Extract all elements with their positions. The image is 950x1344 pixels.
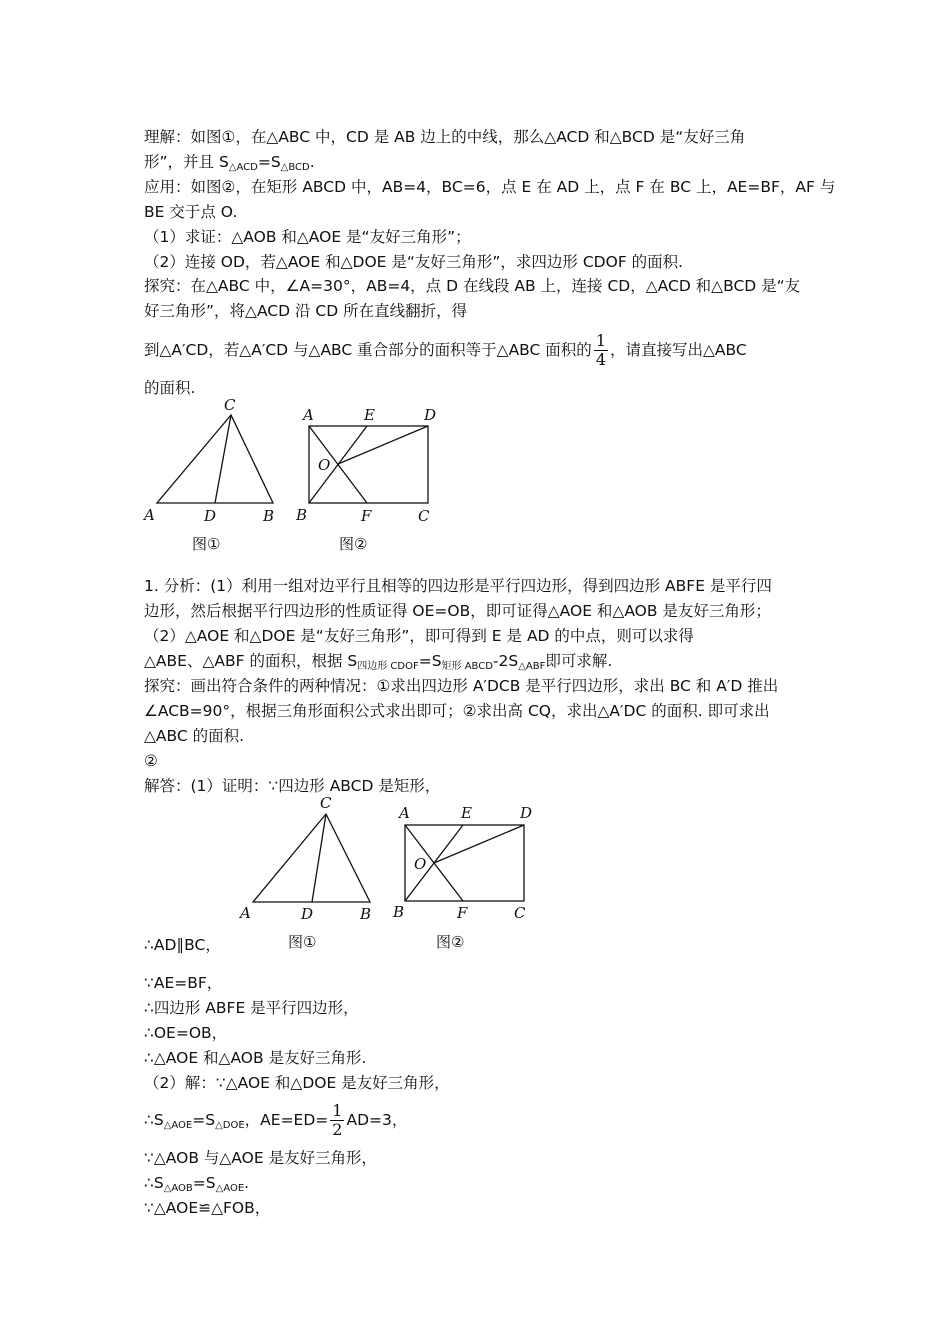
analysis-line-8: ②	[144, 752, 158, 770]
solution-line-9	[144, 1172, 809, 1197]
analysis-line-5: 探究：画出符合条件的两种情况：①求出四边形 A′DCB 是平行四边形，求出 BC 和 A′D 推出	[144, 677, 779, 695]
text: 形”，并且 S	[144, 153, 229, 171]
label-o: O	[414, 855, 427, 873]
label-d: D	[520, 804, 533, 822]
solution-line-7	[144, 1100, 809, 1143]
label-d: D	[424, 406, 437, 424]
label-o: O	[318, 456, 331, 474]
figure-1-caption: 图①	[288, 933, 317, 951]
text: =S	[192, 1111, 216, 1129]
label-e: E	[461, 804, 472, 822]
solution-line-3: ∴四边形 ABFE 是平行四边形，	[144, 999, 359, 1017]
solution-line-8: ∵△AOB 与△AOE 是友好三角形，	[144, 1149, 378, 1167]
question-2: （2）连接 OD，若△AOE 和△DOE 是“友好三角形”，求四边形 CDOF 的面积.	[144, 253, 684, 271]
subscript: △BCD	[280, 162, 310, 173]
subscript: △ABF	[518, 661, 546, 672]
label-f: F	[361, 507, 372, 525]
label-a: A	[144, 506, 155, 524]
label-d: D	[204, 507, 217, 525]
label-c: C	[320, 794, 332, 812]
numerator: 1	[595, 331, 606, 350]
problem-line-10: 的面积.	[144, 379, 196, 397]
label-c: C	[514, 904, 526, 922]
text: 即可求解.	[545, 652, 613, 670]
numerator: 1	[332, 1101, 343, 1120]
question-1: （1）求证：△AOB 和△AOE 是“友好三角形”；	[144, 228, 471, 246]
label-e: E	[364, 406, 375, 424]
segment-od	[434, 825, 524, 863]
problem-line-7: 探究：在△ABC 中，∠A=30°，AB=4，点 D 在线段 AB 上，连接 CD，△ACD 和△BCD 是“友	[144, 277, 801, 295]
text: ，AE=ED=	[244, 1111, 329, 1129]
solution-line-6: （2）解：∵△AOE 和△DOE 是友好三角形，	[144, 1074, 450, 1092]
label-b: B	[263, 507, 275, 525]
analysis-line-7: △ABC 的面积.	[144, 727, 245, 745]
label-b: B	[393, 903, 405, 921]
solution-line-2: ∵AE=BF，	[144, 974, 223, 992]
text: .	[309, 153, 315, 171]
problem-line-8: 好三角形”，将△ACD 沿 CD 所在直线翻折，得	[144, 302, 468, 320]
text: AD=3，	[346, 1111, 408, 1129]
label-d: D	[301, 905, 314, 923]
text: =S	[192, 1174, 216, 1192]
fraction-one-half	[330, 1102, 344, 1139]
subscript: △ACD	[228, 162, 258, 173]
subscript: △AOE	[215, 1183, 245, 1194]
answer-heading: 解答：(1）证明：∵四边形 ABCD 是矩形，	[144, 777, 441, 795]
text: ∴S	[144, 1174, 164, 1192]
text: =S	[257, 153, 281, 171]
subscript: 矩形 ABCD	[441, 661, 493, 672]
text: △ABE、△ABF 的面积，根据 S	[144, 652, 358, 670]
figure-2-caption: 图②	[339, 535, 368, 553]
problem-line-4: BE 交于点 O.	[144, 203, 238, 221]
label-f: F	[457, 904, 468, 922]
subscript: 四边形 CDOF	[357, 661, 419, 672]
figure-2-caption: 图②	[436, 933, 465, 951]
problem-line-1: 理解：如图①，在△ABC 中，CD 是 AB 边上的中线，那么△ACD 和△BCD 是“友好三角	[144, 128, 746, 146]
text: ∴S	[144, 1111, 164, 1129]
problem-line-3: 应用：如图②，在矩形 ABCD 中，AB=4，BC=6，点 E 在 AD 上，点 F 在 BC 上，AE=BF，AF 与	[144, 178, 836, 196]
label-a: A	[240, 904, 251, 922]
text: .	[244, 1174, 250, 1192]
subscript: △DOE	[215, 1120, 245, 1131]
label-a: A	[399, 804, 410, 822]
solution-line-1: ∴AD∥BC，	[144, 936, 221, 954]
analysis-line-1: 1. 分析：(1）利用一组对边平行且相等的四边形是平行四边形，得到四边形 ABFE 是平行四	[144, 577, 772, 595]
label-a: A	[303, 406, 314, 424]
solution-line-4: ∴OE=OB，	[144, 1024, 228, 1042]
label-c: C	[224, 396, 236, 414]
subscript: △AOB	[163, 1183, 193, 1194]
analysis-line-6: ∠ACB=90°，根据三角形面积公式求出即可；②求出高 CQ，求出△A′DC 的面积. 即可求出	[144, 702, 770, 720]
figure-1-caption: 图①	[192, 535, 221, 553]
subscript: △AOE	[163, 1120, 193, 1131]
label-c: C	[418, 507, 430, 525]
denominator: 4	[595, 350, 606, 369]
label-b: B	[296, 506, 308, 524]
text: 到△A′CD，若△A′CD 与△ABC 重合部分的面积等于△ABC 面积的	[144, 341, 592, 359]
analysis-line-3: （2）△AOE 和△DOE 是“友好三角形”，即可得到 E 是 AD 的中点，则可以求得	[144, 627, 694, 645]
denominator: 2	[332, 1120, 343, 1139]
text: ，请直接写出△ABC	[610, 341, 747, 359]
solution-line-5: ∴△AOE 和△AOB 是友好三角形.	[144, 1049, 367, 1067]
solution-line-10: ∵△AOE≌△FOB，	[144, 1199, 271, 1217]
label-b: B	[360, 905, 372, 923]
text: -2S	[492, 652, 519, 670]
analysis-line-2: 边形，然后根据平行四边形的性质证得 OE=OB，即可证得△AOE 和△AOB 是友好三角形；	[144, 602, 771, 620]
text: =S	[418, 652, 442, 670]
